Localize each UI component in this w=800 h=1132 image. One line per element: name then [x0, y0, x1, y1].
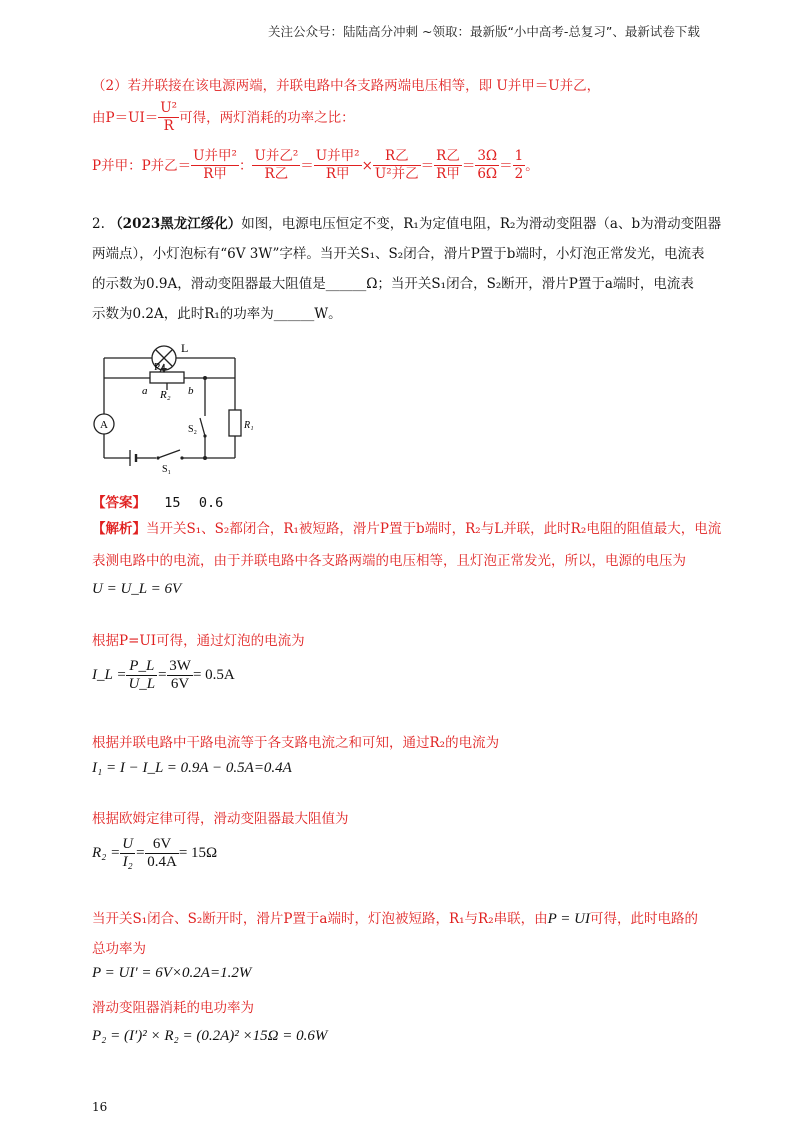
- s2-label: S₂: [188, 424, 198, 435]
- eq2-fraction-1: $\frac{P\_L}{U\_L}$: [128, 658, 156, 692]
- answer-line: [92, 494, 223, 512]
- power-formula-fraction: [158, 100, 179, 135]
- ratio-equals-2: ＝: [420, 157, 435, 174]
- answer-label: 【答案】: [92, 495, 146, 511]
- analysis-label: 【解析】: [92, 521, 146, 537]
- lamp-label: L: [181, 341, 189, 355]
- circuit-diagram: [90, 338, 254, 478]
- answer-value-1: 15: [164, 495, 181, 511]
- analysis-p5-line2: 总功率为: [92, 941, 146, 957]
- analysis-line2: 表测电路中的电流，由于并联电路中各支路两端的电压相等，且灯泡正常发光，所以，电源的电压为: [92, 553, 686, 569]
- analysis-p2: 根据P=UI可得，通过灯泡的电流为: [92, 633, 305, 649]
- question-2-line1: [92, 215, 721, 233]
- r1-label: R₁: [244, 420, 254, 431]
- ratio-lhs: P并甲：P并乙＝: [92, 157, 192, 174]
- ratio-fraction-7: $\frac{1}{2}$: [514, 148, 524, 182]
- fraction-numerator: U²: [160, 100, 178, 116]
- r2-label: R₂: [160, 389, 171, 401]
- question-text-1: 如图，电源电压恒定不变，R₁为定值电阻，R₂为滑动变阻器（a、b为滑动变阻器: [241, 216, 722, 232]
- inline-formula: P = UI: [547, 911, 590, 927]
- equation-3: I₁ = I − I_L = 0.9A − 0.5A=0.4A: [92, 760, 292, 776]
- eq4-fraction-2: $\frac{6V}{0.4A}$: [147, 836, 177, 870]
- part2-line2-prefix: 由P＝UI＝: [92, 109, 159, 126]
- ratio-equals-4: ＝: [499, 157, 513, 174]
- ratio-fraction-2: $\frac{\text{U并乙²}}{\text{R乙}}$: [254, 148, 299, 182]
- power-ratio-equation: [92, 148, 539, 183]
- page-number: 16: [92, 1100, 108, 1114]
- page-header: 关注公众号：陆陆高分冲刺 ~领取：最新版“小中高考-总复习”、最新试卷下载: [268, 24, 700, 39]
- eq4-fraction-1: $\frac{U}{\text{I₂}}$: [122, 836, 134, 870]
- equation-6: P₂ = (I′)² × R₂ = (0.2A)² ×15Ω = 0.6W: [92, 1028, 328, 1044]
- part2-line1: （2）若并联接在该电源两端，并联电路中各支路两端电压相等，即 U并甲＝U并乙，: [92, 78, 601, 94]
- ammeter-label: A: [100, 419, 108, 431]
- ratio-equals-1: ＝: [300, 157, 314, 174]
- rheostat-symbol: [150, 372, 184, 383]
- ratio-fraction-5: $\frac{\text{R乙}}{\text{R甲}}$: [436, 148, 460, 182]
- s2-switch: [200, 418, 205, 436]
- equation-4: R₂ = $\frac{U}{\text{I₂}}$ = $\frac{6V}{0.4A}$ = 15Ω: [92, 836, 218, 870]
- equation-2: I_L = $\frac{P\_L}{U\_L}$ = $\frac{3W}{6V}$ = 0.5A: [92, 658, 235, 692]
- ratio-fraction-3: $\frac{\text{U并甲²}}{\text{R甲}}$: [315, 148, 360, 182]
- ratio-equals-3: ＝: [461, 157, 476, 174]
- s1-switch: [158, 450, 180, 458]
- ratio-fraction-6: $\frac{3\Omega}{6\Omega}$: [477, 148, 498, 182]
- question-number: 2.: [92, 216, 105, 232]
- question-source: （2023黑龙江绥化）: [109, 216, 242, 232]
- s1-label: S₁: [162, 464, 172, 475]
- equation-1: U = U_L = 6V: [92, 581, 182, 597]
- fraction-denominator: R: [163, 118, 174, 134]
- end-b-label: b: [188, 385, 194, 397]
- answer-value-2: 0.6: [198, 495, 224, 511]
- r1-symbol: [229, 410, 241, 436]
- slider-label: P: [154, 361, 161, 373]
- question-2-line3: 的示数为0.9A，滑动变阻器最大阻值是______Ω；当开关S₁闭合，S₂断开，滑片P置于a端时，电流表: [92, 276, 694, 292]
- ratio-fraction-1: $\frac{\text{U并甲²}}{\text{R甲}}$: [193, 148, 237, 182]
- analysis-p5-line1: 当开关S₁闭合、S₂断开时，滑片P置于a端时，灯泡被短路，R₁与R₂串联，由P = UI可得，此时电路的: [92, 911, 698, 927]
- part2-line2-suffix: 可得，两灯消耗的功率之比：: [179, 109, 355, 126]
- ratio-fraction-4: $\frac{\text{R乙}}{\text{U²并乙}}$: [374, 148, 419, 182]
- ratio-colon: ：: [238, 157, 253, 174]
- question-2-line4: 示数为0.2A，此时R₁的功率为______W。: [92, 306, 342, 322]
- analysis-p4: 根据欧姆定律可得，滑动变阻器最大阻值为: [92, 811, 349, 827]
- analysis-line1: [92, 520, 721, 538]
- analysis-text-1: 当开关S₁、S₂都闭合，R₁被短路，滑片P置于b端时，R₂与L并联，此时R₂电阻的阻值最大，电流: [146, 521, 722, 537]
- analysis-p3: 根据并联电路中干路电流等于各支路电流之和可知，通过R₂的电流为: [92, 735, 500, 751]
- ratio-times: ×: [361, 157, 373, 174]
- eq2-fraction-2: $\frac{3W}{6V}$: [169, 658, 191, 692]
- ratio-end: 。: [525, 157, 539, 174]
- end-a-label: a: [142, 385, 148, 397]
- equation-5: P = UI′ = 6V×0.2A=1.2W: [92, 965, 252, 981]
- part2-line2: [92, 100, 355, 135]
- question-2-line2: 两端点），小灯泡标有“6V 3W”字样。当开关S₁、S₂闭合，滑片P置于b端时，小灯泡正常发光，电流表: [92, 246, 705, 262]
- analysis-p6: 滑动变阻器消耗的电功率为: [92, 1000, 254, 1016]
